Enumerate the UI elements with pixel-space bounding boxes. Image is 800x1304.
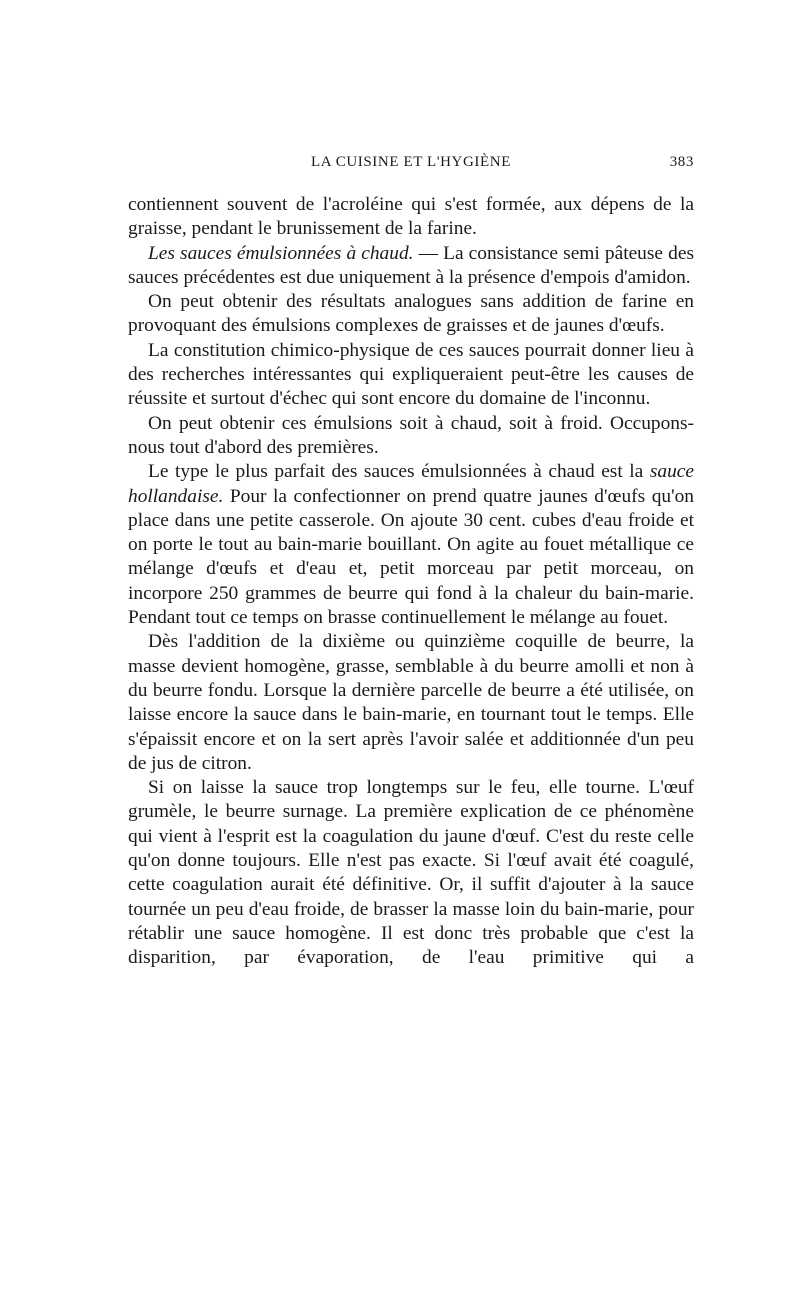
paragraph-text: Dès l'addition de la dixième ou quinzième coquille de beurre, la masse devient homogène, grasse, semblable à du beurre amolli et non à du beurre fondu. Lorsque la dernière parcelle de beurre a été utilisée, on laisse encore la sauce dans le bain-marie, en tournant tout le temps. Elle s'épaissit encore et on la sert après l'avoir salée et additionnée d'un peu de jus de citron. — [128, 631, 694, 774]
paragraph-section-heading — [128, 242, 694, 291]
paragraph — [128, 339, 694, 412]
paragraph-text: On peut obtenir des résultats analogues sans addition de farine en provoquant des émulsions complexes de graisses et de jaunes d'œufs. — [128, 291, 694, 337]
running-title: LA CUISINE ET L'HYGIÈNE — [311, 154, 511, 170]
paragraph-text: La constitution chimico-physique de ces sauces pourrait donner lieu à des recherches intéressantes qui expliqueraient peut-être les causes de réussite et surtout d'échec qui sont encore du domaine de l'inconnu. — [128, 339, 694, 410]
paragraph-text: Pour la confectionner on prend quatre jaunes d'œufs qu'on place dans une petite casserole. On ajoute 30 cent. cubes d'eau froide et on porte le tout au bain-marie bouillant. On agite au fouet métallique ce mélange d'œufs et d'eau et, petit morceau par petit morceau, on incorpore 250 grammes de beurre qui fond à la chaleur du bain-marie. Pendant tout ce temps on brasse continuellement le mélange au fouet. — [128, 485, 694, 629]
paragraph-hollandaise — [128, 460, 694, 630]
paragraph-text: — La consistance semi pâteuse des sauces précédentes est due uniquement à la présence d'empois d'amidon. — [128, 242, 694, 288]
running-head — [128, 150, 694, 176]
paragraph — [128, 290, 694, 339]
paragraph-text: Si on laisse la sauce trop longtemps sur le feu, elle tourne. L'œuf grumèle, le beurre surnage. La première explication de ce phénomène qui vient à l'esprit est la coagulation du jaune d'œuf. C'est du reste celle qu'on donne toujours. Elle n'est pas exacte. Si l'œuf avait été coagulé, cette coagulation aurait été définitive. Or, il suffit d'ajouter à la sauce tournée un peu d'eau froide, de brasser la masse loin du bain-marie, pour rétablir une sauce homogène. Il est donc très probable que c'est la disparition, par évaporation, de l'eau primitive qui a — [128, 777, 694, 969]
page-number: 383 — [669, 154, 694, 170]
paragraph — [128, 776, 694, 970]
paragraph — [128, 412, 694, 461]
paragraph-text: On peut obtenir ces émulsions soit à chaud, soit à froid. Occupons-nous tout d'abord des premières. — [128, 412, 694, 458]
section-heading-italic: Les sauces émulsionnées à chaud. — [148, 242, 414, 264]
paragraph-text: Le type le plus parfait des sauces émulsionnées à chaud est la — [148, 461, 650, 483]
paragraph-continuation — [128, 193, 694, 242]
paragraph — [128, 630, 694, 776]
sauce-name-italic: sauce hollandaise. — [128, 461, 694, 507]
paragraph-text: contiennent souvent de l'acroléine qui s'est formée, aux dépens de la graisse, pendant le brunissement de la farine. — [128, 194, 694, 240]
body-text — [128, 193, 694, 971]
